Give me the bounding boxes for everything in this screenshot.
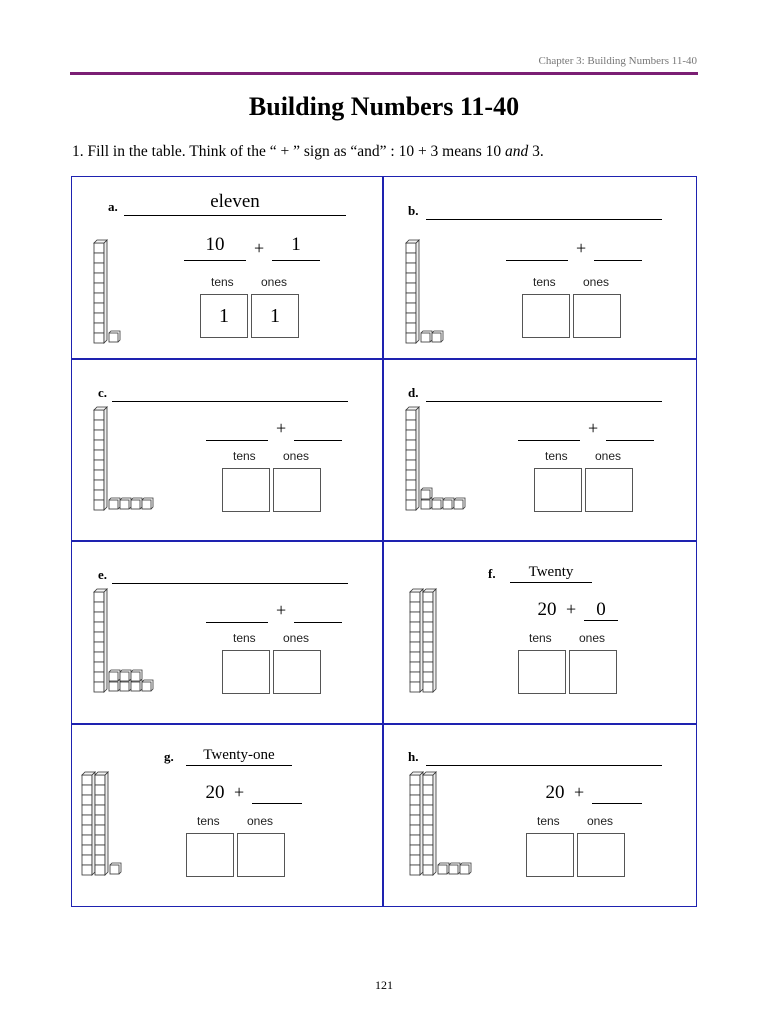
tens-column-header: tens <box>211 275 234 289</box>
ones-column-header: ones <box>283 631 310 645</box>
number-name-answer-line[interactable] <box>426 765 662 766</box>
problem-cell-h <box>384 725 695 908</box>
number-name-answer[interactable]: Twenty-one <box>203 747 275 763</box>
ones-cube <box>120 672 129 681</box>
instruction <box>72 143 544 161</box>
number-name-answer-line[interactable] <box>510 582 592 583</box>
base-ten-blocks <box>80 771 160 883</box>
tens-rod-unit <box>94 283 104 293</box>
ones-addend-line[interactable] <box>606 440 654 441</box>
ones-column-header: ones <box>247 814 274 828</box>
tens-rod-unit <box>410 805 420 815</box>
tens-digit-box[interactable] <box>518 650 566 694</box>
tens-rod-unit <box>423 602 433 612</box>
tens-rod-unit <box>94 253 104 263</box>
tens-digit-box[interactable] <box>534 468 582 512</box>
problem-label: b. <box>408 203 419 218</box>
ones-digit-box[interactable] <box>569 650 617 694</box>
tens-rod-side <box>433 772 436 875</box>
tens-rod-unit <box>423 835 433 845</box>
tens-rod-unit <box>82 855 92 865</box>
ones-cube <box>120 682 129 691</box>
tens-rod-unit <box>95 775 105 785</box>
tens-rod-side <box>92 772 95 875</box>
tens-rod-unit <box>406 293 416 303</box>
tens-rod-side <box>416 240 419 343</box>
ones-addend-line[interactable] <box>594 260 642 261</box>
ones-cube <box>421 490 430 499</box>
number-name-answer[interactable]: eleven <box>210 191 260 212</box>
ones-cube <box>109 333 118 342</box>
problem-label: d. <box>408 385 419 400</box>
tens-rod-unit <box>82 815 92 825</box>
tens-rod-unit <box>82 785 92 795</box>
tens-addend-line[interactable] <box>206 622 268 623</box>
base-ten-blocks <box>408 771 488 883</box>
tens-rod-side <box>104 589 107 692</box>
tens-rod-unit <box>94 410 104 420</box>
ones-cube <box>131 682 140 691</box>
ones-cube <box>142 500 151 509</box>
tens-rod-unit <box>95 865 105 875</box>
tens-rod-unit <box>94 450 104 460</box>
tens-addend[interactable]: 10 <box>205 234 225 255</box>
tens-rod-unit <box>410 855 420 865</box>
tens-column-header: tens <box>529 631 552 645</box>
plus-sign: + <box>276 600 287 620</box>
tens-rod-side <box>104 407 107 510</box>
tens-addend-line[interactable] <box>506 260 568 261</box>
tens-rod-unit <box>95 845 105 855</box>
ones-addend[interactable]: 1 <box>291 234 301 255</box>
plus-sign: + <box>234 782 245 802</box>
tens-rod-unit <box>94 672 104 682</box>
tens-rod-unit <box>410 652 420 662</box>
tens-rod-unit <box>406 440 416 450</box>
ones-addend-line[interactable] <box>294 622 342 623</box>
tens-rod-unit <box>82 825 92 835</box>
ones-cube <box>432 500 441 509</box>
ones-cube <box>432 333 441 342</box>
problem-label: e. <box>98 567 108 582</box>
tens-rod-unit <box>410 632 420 642</box>
tens-rod-unit <box>423 785 433 795</box>
tens-rod-unit <box>94 480 104 490</box>
tens-rod-unit <box>94 293 104 303</box>
tens-rod-unit <box>406 313 416 323</box>
tens-rod-unit <box>94 420 104 430</box>
ones-cube <box>454 500 463 509</box>
tens-rod-unit <box>406 410 416 420</box>
tens-rod-unit <box>94 622 104 632</box>
tens-rod-unit <box>94 632 104 642</box>
tens-rod-unit <box>423 682 433 692</box>
tens-rod-side <box>105 772 108 875</box>
tens-digit-box[interactable] <box>222 468 270 512</box>
tens-addend[interactable]: 20 <box>537 599 557 620</box>
tens-rod-unit <box>95 825 105 835</box>
ones-cube <box>421 333 430 342</box>
tens-rod-unit <box>410 672 420 682</box>
tens-rod-unit <box>423 795 433 805</box>
plus-sign: + <box>576 238 587 258</box>
tens-rod-unit <box>406 480 416 490</box>
tens-rod-unit <box>94 333 104 343</box>
tens-digit-box[interactable] <box>222 650 270 694</box>
number-name-answer-line[interactable] <box>426 219 662 220</box>
ones-cube <box>449 865 458 874</box>
ones-cube <box>142 682 151 691</box>
tens-rod-unit <box>82 775 92 785</box>
number-name-answer-line[interactable] <box>112 401 348 402</box>
tens-rod-unit <box>82 865 92 875</box>
tens-rod-unit <box>423 805 433 815</box>
tens-rod-unit <box>406 500 416 510</box>
tens-addend-line[interactable] <box>518 440 580 441</box>
tens-rod-unit <box>410 622 420 632</box>
ones-addend-line[interactable] <box>584 620 618 621</box>
tens-rod-unit <box>406 430 416 440</box>
ones-addend-line[interactable] <box>592 803 642 804</box>
tens-rod-unit <box>423 825 433 835</box>
tens-rod-unit <box>423 632 433 642</box>
tens-rod-unit <box>410 682 420 692</box>
tens-rod-unit <box>406 470 416 480</box>
problem-label: c. <box>98 385 108 400</box>
tens-rod-unit <box>94 243 104 253</box>
tens-rod-unit <box>410 865 420 875</box>
tens-rod-unit <box>406 283 416 293</box>
problem-cell-c <box>72 360 383 543</box>
tens-rod-unit <box>423 865 433 875</box>
tens-rod-unit <box>410 845 420 855</box>
ones-cube <box>131 672 140 681</box>
tens-rod-unit <box>406 273 416 283</box>
plus-sign: + <box>566 599 577 619</box>
tens-rod-unit <box>94 273 104 283</box>
plus-sign: + <box>276 418 287 438</box>
tens-rod-unit <box>423 775 433 785</box>
problem-cell-g <box>72 725 383 908</box>
base-ten-blocks <box>404 406 484 518</box>
ones-cube <box>438 865 447 874</box>
tens-rod-unit <box>94 460 104 470</box>
ones-digit-box[interactable] <box>273 468 321 512</box>
tens-rod-unit <box>410 785 420 795</box>
tens-rod-unit <box>95 855 105 865</box>
problem-label: h. <box>408 749 419 764</box>
tens-rod-unit <box>406 490 416 500</box>
tens-rod-unit <box>410 835 420 845</box>
ones-column-header: ones <box>283 449 310 463</box>
tens-digit-box[interactable]: 1 <box>200 294 248 338</box>
tens-rod-unit <box>423 652 433 662</box>
base-ten-blocks <box>92 239 172 351</box>
tens-rod-unit <box>94 263 104 273</box>
tens-rod-side <box>420 772 423 875</box>
tens-column-header: tens <box>533 275 556 289</box>
tens-column-header: tens <box>233 449 256 463</box>
base-ten-blocks <box>404 239 484 351</box>
tens-rod-unit <box>82 805 92 815</box>
ones-column-header: ones <box>595 449 622 463</box>
tens-column-header: tens <box>537 814 560 828</box>
tens-rod-unit <box>406 243 416 253</box>
ones-cube <box>120 500 129 509</box>
problem-cell-e <box>72 542 383 725</box>
ones-addend-line[interactable] <box>294 440 342 441</box>
tens-rod-unit <box>94 602 104 612</box>
ones-digit-box[interactable] <box>273 650 321 694</box>
tens-rod-unit <box>410 775 420 785</box>
tens-rod-unit <box>94 323 104 333</box>
tens-rod-unit <box>410 825 420 835</box>
tens-rod-unit <box>95 795 105 805</box>
tens-rod-unit <box>94 313 104 323</box>
tens-rod-unit <box>423 662 433 672</box>
tens-addend-line[interactable] <box>184 260 246 261</box>
tens-rod-unit <box>94 430 104 440</box>
tens-rod-unit <box>423 845 433 855</box>
tens-rod-unit <box>410 602 420 612</box>
problem-label: a. <box>108 199 118 214</box>
page-number: 121 <box>375 978 393 992</box>
ones-digit-box[interactable] <box>577 833 625 877</box>
base-ten-blocks <box>408 588 488 700</box>
tens-rod-unit <box>410 795 420 805</box>
tens-rod-unit <box>410 815 420 825</box>
tens-rod-unit <box>406 263 416 273</box>
ones-cube <box>443 500 452 509</box>
chapter-header: Chapter 3: Building Numbers 11-40 <box>538 55 697 67</box>
tens-rod-unit <box>406 303 416 313</box>
tens-rod-unit <box>423 592 433 602</box>
plus-sign: + <box>574 782 585 802</box>
tens-rod-unit <box>95 835 105 845</box>
tens-rod-unit <box>94 642 104 652</box>
tens-rod-unit <box>406 253 416 263</box>
tens-rod-unit <box>406 450 416 460</box>
tens-rod-unit <box>94 612 104 622</box>
tens-rod-unit <box>406 333 416 343</box>
problem-cell-d <box>384 360 695 543</box>
tens-rod-unit <box>94 440 104 450</box>
tens-digit-box[interactable] <box>526 833 574 877</box>
ones-addend-line[interactable] <box>252 803 302 804</box>
tens-rod-unit <box>406 323 416 333</box>
plus-sign: + <box>254 238 265 258</box>
ones-column-header: ones <box>579 631 606 645</box>
number-name-answer-line[interactable] <box>426 401 662 402</box>
tens-rod-unit <box>410 642 420 652</box>
tens-rod-unit <box>423 642 433 652</box>
tens-rod-unit <box>423 622 433 632</box>
ones-cube <box>110 865 119 874</box>
tens-rod-unit <box>406 460 416 470</box>
number-name-answer-line[interactable] <box>112 583 348 584</box>
tens-rod-unit <box>94 500 104 510</box>
ones-addend[interactable]: 0 <box>596 599 606 620</box>
tens-rod-side <box>433 589 436 692</box>
tens-rod-unit <box>95 805 105 815</box>
tens-column-header: tens <box>233 631 256 645</box>
tens-rod-unit <box>95 785 105 795</box>
problem-cell-a <box>72 177 383 360</box>
tens-rod-unit <box>82 795 92 805</box>
number-name-answer-line[interactable] <box>124 215 346 216</box>
tens-rod-unit <box>423 612 433 622</box>
tens-rod-unit <box>94 303 104 313</box>
tens-rod-unit <box>94 490 104 500</box>
tens-rod-unit <box>94 652 104 662</box>
ones-cube <box>109 500 118 509</box>
ones-cube <box>460 865 469 874</box>
ones-column-header: ones <box>261 275 288 289</box>
tens-addend[interactable]: 20 <box>545 782 565 803</box>
tens-rod-unit <box>423 672 433 682</box>
ones-digit-box[interactable] <box>585 468 633 512</box>
tens-column-header: tens <box>545 449 568 463</box>
page-title: Building Numbers 11-40 <box>248 92 520 121</box>
ones-cube <box>109 672 118 681</box>
base-ten-blocks <box>92 588 172 700</box>
tens-rod-unit <box>410 592 420 602</box>
tens-rod-unit <box>423 855 433 865</box>
plus-sign: + <box>588 418 599 438</box>
ones-cube <box>131 500 140 509</box>
ones-cube <box>421 500 430 509</box>
instruction-emphasis: and <box>505 143 529 160</box>
tens-rod-unit <box>94 592 104 602</box>
instruction-text: 1. Fill in the table. Think of the “ + ” sign as “and” : 10 + 3 means 10 <box>72 143 506 160</box>
number-name-answer-line[interactable] <box>186 765 292 766</box>
tens-rod-unit <box>406 420 416 430</box>
tens-rod-unit <box>94 682 104 692</box>
tens-rod-side <box>416 407 419 510</box>
base-ten-blocks <box>92 406 172 518</box>
tens-rod-unit <box>82 835 92 845</box>
tens-rod-unit <box>94 662 104 672</box>
problem-label: f. <box>488 566 496 581</box>
tens-column-header: tens <box>197 814 220 828</box>
tens-rod-unit <box>410 662 420 672</box>
ones-column-header: ones <box>587 814 614 828</box>
ones-digit-box[interactable]: 1 <box>251 294 299 338</box>
ones-digit-box[interactable] <box>573 294 621 338</box>
tens-rod-unit <box>423 815 433 825</box>
tens-rod-side <box>104 240 107 343</box>
number-name-answer[interactable]: Twenty <box>528 564 574 580</box>
ones-digit-box[interactable] <box>237 833 285 877</box>
header-rule <box>70 72 698 75</box>
tens-addend-line[interactable] <box>206 440 268 441</box>
tens-rod-unit <box>82 845 92 855</box>
ones-addend-line[interactable] <box>272 260 320 261</box>
tens-addend[interactable]: 20 <box>205 782 225 803</box>
tens-rod-side <box>420 589 423 692</box>
tens-rod-unit <box>95 815 105 825</box>
tens-digit-box[interactable] <box>186 833 234 877</box>
ones-cube <box>109 682 118 691</box>
tens-digit-box[interactable] <box>522 294 570 338</box>
problem-cell-b <box>384 177 695 360</box>
tens-rod-unit <box>94 470 104 480</box>
tens-rod-unit <box>410 612 420 622</box>
ones-column-header: ones <box>583 275 610 289</box>
problem-label: g. <box>164 749 174 764</box>
problem-cell-f <box>384 542 695 725</box>
instruction-end: 3. <box>528 143 544 160</box>
